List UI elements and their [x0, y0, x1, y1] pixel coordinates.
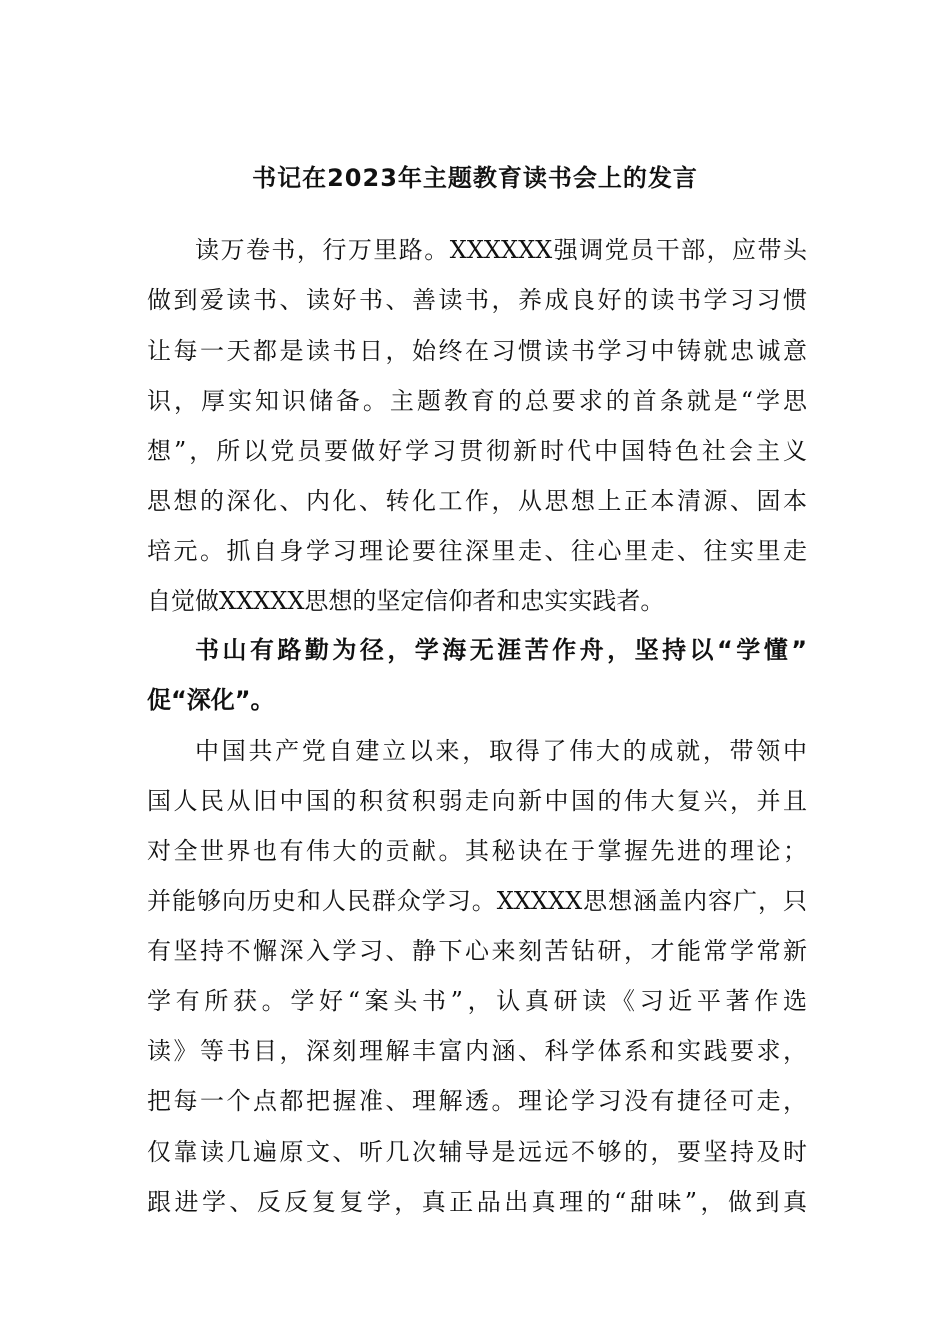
- paragraph-2-line: 有坚持不懈深入学习、静下心来刻苦钻研，才能常学常新: [147, 937, 807, 965]
- paragraph-2-line: 国人民从旧中国的积贫积弱走向新中国的伟大复兴，并且: [147, 787, 807, 815]
- section-heading-line: 促“深化”。: [147, 686, 275, 714]
- paragraph-1-line: 思想的深化、内化、转化工作，从思想上正本清源、固本: [147, 487, 807, 515]
- paragraph-2-line: 对全世界也有伟大的贡献。其秘诀在于掌握先进的理论；: [147, 837, 807, 865]
- paragraph-1-line: 读万卷书，行万里路。XXXXXX强调党员干部，应带头: [195, 236, 807, 264]
- document-title: 书记在2023年主题教育读书会上的发言: [252, 164, 698, 192]
- paragraph-2-line: 中国共产党自建立以来，取得了伟大的成就，带领中: [195, 737, 807, 765]
- paragraph-2-line: 仅靠读几遍原文、听几次辅导是远远不够的，要坚持及时: [147, 1138, 807, 1166]
- paragraph-2-line: 读》等书目，深刻理解丰富内涵、科学体系和实践要求，: [147, 1037, 807, 1065]
- paragraph-1-line: 自觉做XXXXX思想的坚定信仰者和忠实实践者。: [147, 587, 665, 615]
- paragraph-2-line: 并能够向历史和人民群众学习。XXXXX思想涵盖内容广，只: [147, 887, 807, 915]
- paragraph-2-line: 跟进学、反反复复学，真正品出真理的“甜味”，做到真: [147, 1188, 807, 1216]
- paragraph-1-line: 想”，所以党员要做好学习贯彻新时代中国特色社会主义: [147, 437, 807, 465]
- paragraph-2-line: 学有所获。学好“案头书”，认真研读《习近平著作选: [147, 987, 807, 1015]
- paragraph-1-line: 做到爱读书、读好书、善读书，养成良好的读书学习习惯: [147, 286, 807, 314]
- paragraph-1-line: 培元。抓自身学习理论要往深里走、往心里走、往实里走: [147, 537, 807, 565]
- paragraph-2-line: 把每一个点都把握准、理解透。理论学习没有捷径可走，: [147, 1087, 807, 1115]
- section-heading-line: 书山有路勤为径，学海无涯苦作舟，坚持以“学懂”: [195, 636, 807, 664]
- paragraph-1-line: 让每一天都是读书日，始终在习惯读书学习中铸就忠诚意: [147, 337, 807, 365]
- paragraph-1-line: 识，厚实知识储备。主题教育的总要求的首条就是“学思: [147, 387, 807, 415]
